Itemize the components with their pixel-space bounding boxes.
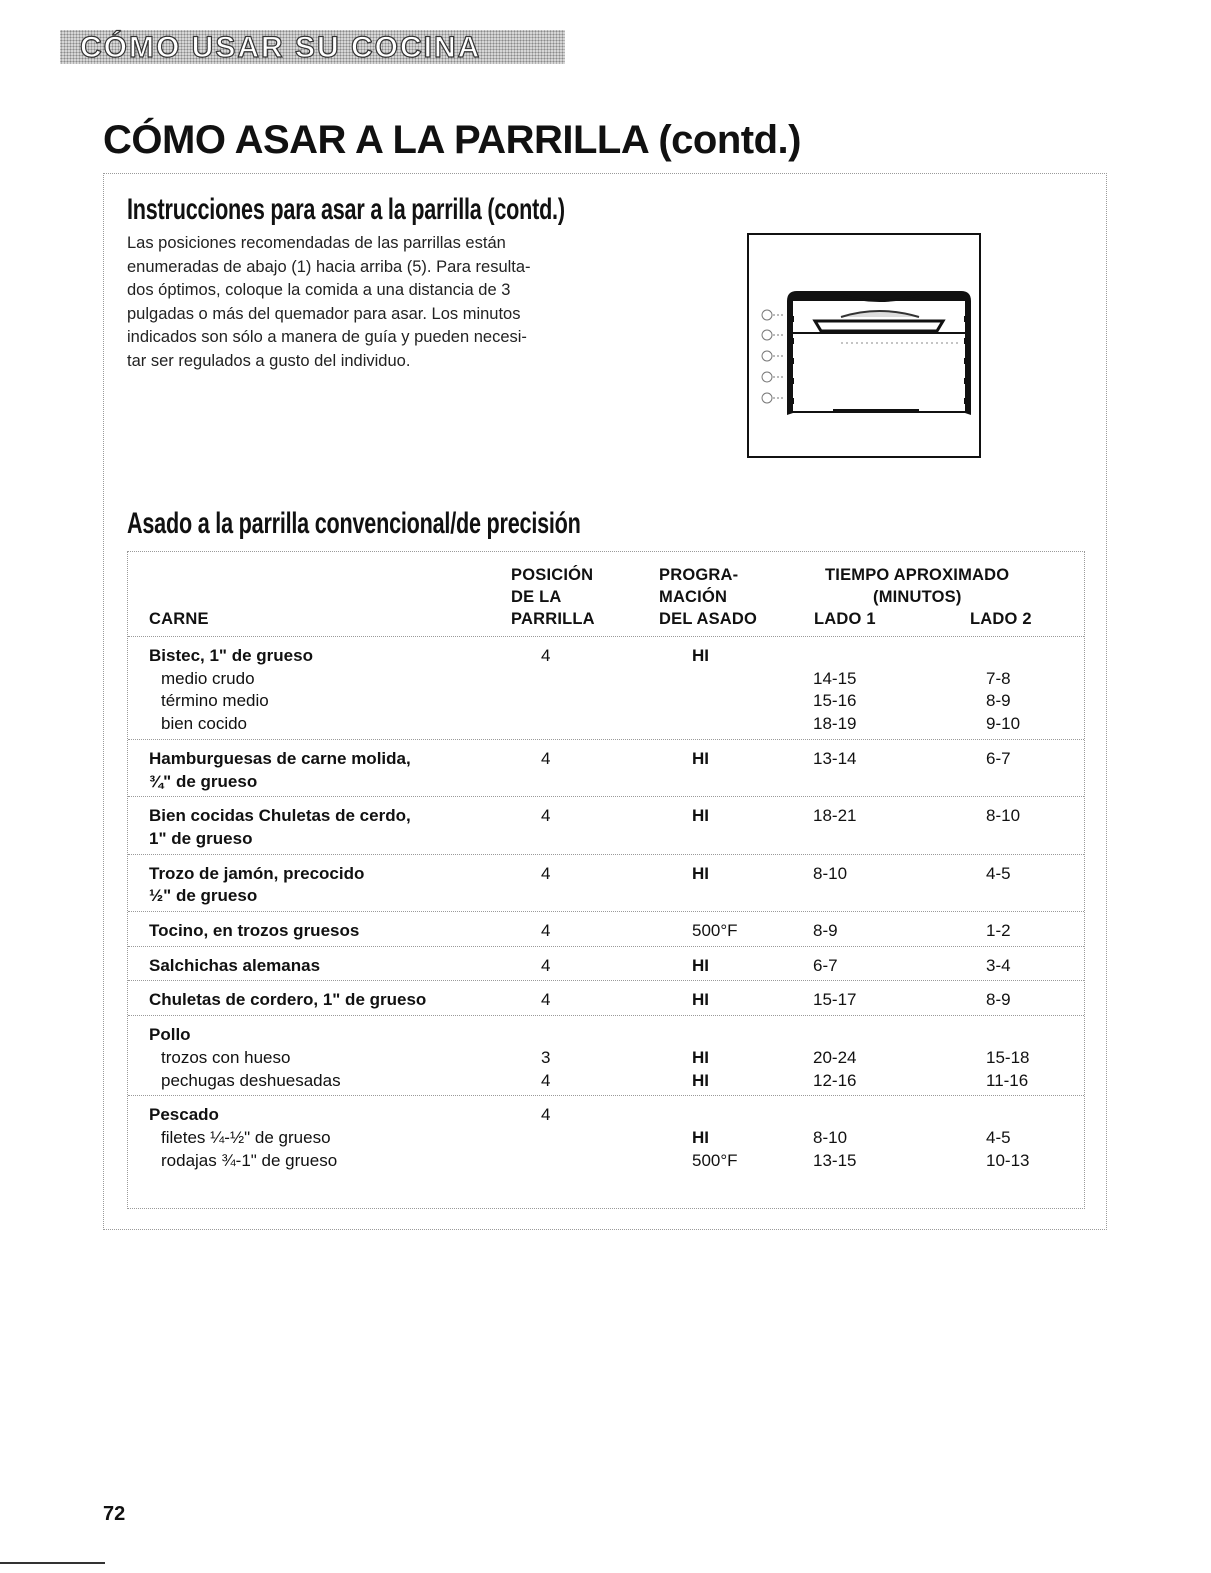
oven-rack-positions-icon [747,233,981,458]
instructions-line: tar ser regulados a gusto del individuo. [127,351,411,370]
cell-l1: 13-15 [813,1150,857,1170]
food-name: Tocino, en trozos gruesos [149,921,360,940]
cell-l2: 15-18 [986,1047,1030,1067]
column-header-programacion: MACIÓN [659,588,728,606]
instructions-heading: Instrucciones para asar a la parrilla (contd.) [127,193,565,226]
page-title: CÓMO ASAR A LA PARRILLA (contd.) [103,118,801,162]
food-subitem: trozos con hueso [161,1047,291,1067]
row-separator [128,739,1084,740]
cell-prog: HI [692,1047,709,1067]
column-header-posicion: DE LA [511,588,562,606]
food-name: Salchichas alemanas [149,955,321,975]
food-subitem: bien cocido [161,714,248,734]
cell-l2: 11-16 [986,1070,1029,1090]
footer-rule [0,1562,105,1564]
cell-pos: 4 [541,1105,551,1125]
cell-l2: 10-13 [986,1150,1030,1170]
cell-l1: 18-21 [813,806,857,826]
cell-l2: 1-2 [986,921,1011,940]
cell-pos: 4 [541,806,551,826]
cell-prog: HI [692,955,709,975]
cell-l2: 3-4 [986,955,1011,975]
row-separator [128,911,1084,912]
cell-prog: HI [692,863,709,883]
cell-l1: 14-15 [813,668,857,688]
row-separator [128,796,1084,797]
cell-l1: 15-17 [813,990,857,1010]
column-header-posicion: POSICIÓN [511,566,594,584]
header-separator [128,636,1084,637]
column-header-programacion: DEL ASADO [659,610,758,628]
cell-l2: 9-10 [986,714,1021,734]
row-separator [128,854,1084,855]
food-name: Trozo de jamón, precocido [149,863,365,883]
cell-pos: 4 [541,646,551,665]
column-header-lado1: LADO 1 [814,610,876,628]
food-name: ¾" de grueso [149,771,258,791]
row-separator [128,946,1084,947]
column-header-programacion: PROGRA- [659,566,739,584]
column-header-tiempo: (MINUTOS) [873,588,962,606]
column-header-posicion: PARRILLA [511,610,595,628]
cell-prog: HI [692,1127,709,1147]
food-name: Chuletas de cordero, 1" de grueso [149,990,427,1010]
cell-prog: HI [692,748,709,768]
instructions-line: enumeradas de abajo (1) hacia arriba (5). Para resulta- [127,257,531,276]
cell-l1: 8-9 [813,921,838,940]
cell-l2: 4-5 [986,863,1011,883]
cell-l2: 7-8 [986,668,1011,688]
cell-pos: 4 [541,1070,551,1090]
food-subitem: rodajas ¾-1" de grueso [161,1150,338,1170]
cell-l1: 8-10 [813,863,848,883]
cell-prog: HI [692,990,709,1010]
cell-prog: HI [692,646,709,665]
food-name: Pollo [149,1025,191,1045]
cell-l2: 8-10 [986,806,1021,826]
cell-pos: 4 [541,863,551,883]
oven-diagram-svg [749,235,979,456]
cell-l2: 8-9 [986,990,1011,1010]
food-name: Bien cocidas Chuletas de cerdo, [149,806,411,826]
food-subitem: medio crudo [161,668,255,688]
cell-l1: 20-24 [813,1047,857,1067]
banner-text: CÓMO USAR SU COCINA [80,31,482,64]
cell-l1: 18-19 [813,714,857,734]
cell-l2: 6-7 [986,748,1011,768]
cell-l1: 8-10 [813,1127,848,1147]
cell-pos: 3 [541,1047,551,1067]
column-header-carne: CARNE [149,610,209,628]
instructions-text [127,232,627,373]
cell-prog: HI [692,806,709,826]
column-header-lado2: LADO 2 [970,610,1032,628]
instructions-line: indicados son sólo a manera de guía y pueden necesi- [127,328,527,346]
food-name: 1" de grueso [149,828,253,848]
cell-prog: HI [692,1070,709,1090]
cell-l1: 6-7 [813,955,838,975]
cell-l1: 13-14 [813,748,857,768]
cell-l2: 8-9 [986,691,1011,711]
row-separator [128,1015,1084,1016]
broiling-table [127,551,1085,1209]
cell-prog: 500°F [692,921,738,940]
cell-prog: 500°F [692,1150,738,1170]
cell-l1: 12-16 [813,1070,857,1090]
instructions-line: Las posiciones recomendadas de las parrillas están [127,234,506,252]
cell-pos: 4 [541,990,551,1010]
row-separator [128,980,1084,981]
cell-l1: 15-16 [813,691,857,711]
food-name: Pescado [149,1105,219,1125]
cell-pos: 4 [541,748,551,768]
food-subitem: pechugas deshuesadas [161,1070,341,1090]
food-subitem: término medio [161,691,269,711]
cell-pos: 4 [541,921,551,940]
food-name: ½" de grueso [149,886,258,906]
instructions-line: pulgadas o más del quemador para asar. Los minutos [127,304,521,323]
column-header-tiempo: TIEMPO APROXIMADO [825,566,1010,584]
food-subitem: filetes ¼-½" de grueso [161,1127,331,1147]
table-heading: Asado a la parrilla convencional/de precisión [127,507,581,540]
cell-l2: 4-5 [986,1127,1011,1147]
row-separator [128,1095,1084,1096]
food-name: Hamburguesas de carne molida, [149,748,411,768]
food-name: Bistec, 1" de grueso [149,646,313,665]
cell-pos: 4 [541,955,551,975]
section-banner [60,30,565,64]
page-number: 72 [103,1503,126,1525]
instructions-line: dos óptimos, coloque la comida a una distancia de 3 [127,281,511,299]
